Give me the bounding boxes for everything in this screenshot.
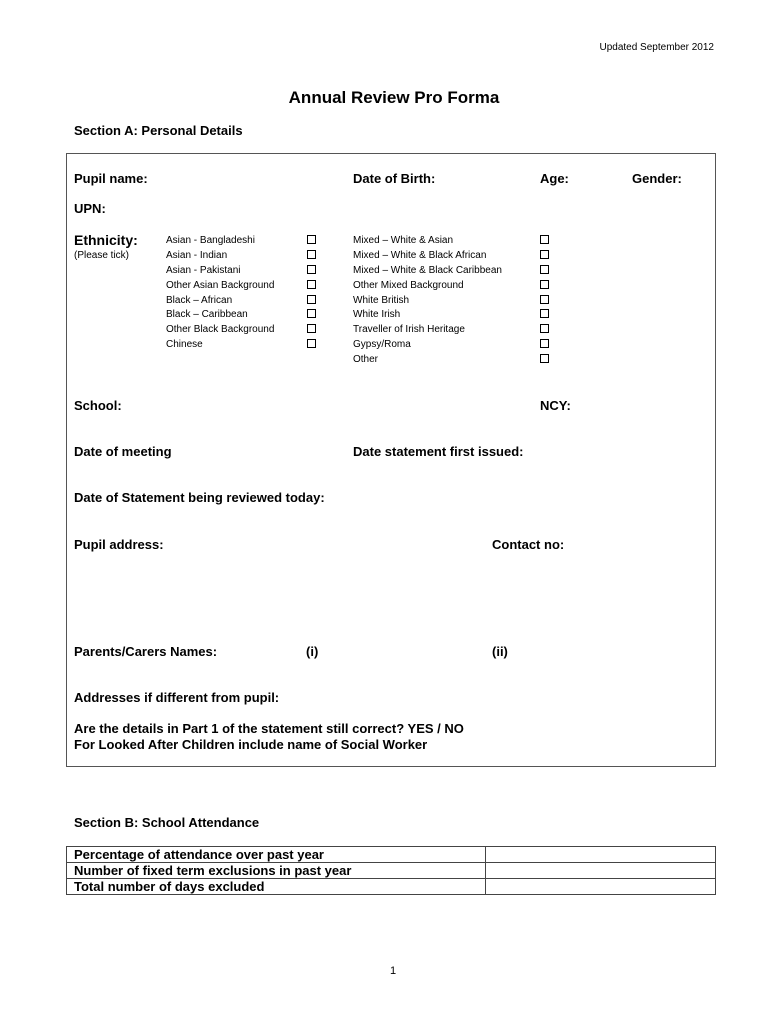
ethnicity-hint: (Please tick)	[74, 250, 130, 261]
ethnicity-checkbox[interactable]	[540, 235, 549, 244]
ethnicity-option: Chinese	[166, 339, 203, 350]
table-row	[67, 879, 716, 895]
ethnicity-option: Traveller of Irish Heritage	[353, 324, 465, 335]
ethnicity-option: Asian - Indian	[166, 250, 228, 261]
page-title: Annual Review Pro Forma	[288, 88, 500, 107]
ethnicity-option: Asian - Bangladeshi	[166, 235, 255, 246]
looked-after-label: For Looked After Children include name of Social Worker	[74, 737, 428, 752]
ethnicity-checkbox[interactable]	[307, 309, 316, 318]
attendance-value-cell[interactable]	[486, 863, 716, 879]
ethnicity-checkbox[interactable]	[540, 250, 549, 259]
page-number: 1	[390, 965, 397, 977]
date-statement-label: Date statement first issued:	[353, 444, 524, 459]
ethnicity-checkbox[interactable]	[540, 354, 549, 363]
parent-ii-label: (ii)	[492, 644, 508, 659]
ethnicity-option: Gypsy/Roma	[353, 339, 411, 350]
ethnicity-checkbox[interactable]	[307, 250, 316, 259]
ethnicity-checkbox[interactable]	[540, 339, 549, 348]
ethnicity-option: White British	[353, 295, 410, 306]
ethnicity-checkbox[interactable]	[307, 235, 316, 244]
ethnicity-option: Mixed – White & Asian	[353, 235, 454, 246]
parents-label: Parents/Carers Names:	[74, 644, 218, 659]
dob-label: Date of Birth:	[353, 171, 436, 186]
ethnicity-option: Mixed – White & Black African	[353, 250, 487, 261]
ethnicity-checkbox[interactable]	[540, 295, 549, 304]
table-row	[67, 863, 716, 879]
ethnicity-option: Asian - Pakistani	[166, 265, 241, 276]
details-correct-label: Are the details in Part 1 of the statement still correct? YES / NO	[74, 721, 464, 736]
table-row	[67, 847, 716, 863]
date-meeting-label: Date of meeting	[74, 444, 172, 459]
attendance-row-label: Percentage of attendance over past year	[67, 847, 486, 863]
pupil-name-label: Pupil name:	[74, 171, 148, 186]
section-b-heading: Section B: School Attendance	[74, 815, 260, 830]
ethnicity-checkbox[interactable]	[540, 280, 549, 289]
attendance-row-label: Number of fixed term exclusions in past year	[67, 863, 486, 879]
ethnicity-checkbox[interactable]	[540, 324, 549, 333]
ethnicity-checkbox[interactable]	[307, 265, 316, 274]
age-label: Age:	[540, 171, 569, 186]
attendance-table	[66, 846, 716, 895]
ethnicity-option: Other Mixed Background	[353, 280, 464, 291]
attendance-value-cell[interactable]	[486, 879, 716, 895]
ethnicity-checkbox[interactable]	[540, 309, 549, 318]
ethnicity-checkbox[interactable]	[307, 324, 316, 333]
ethnicity-option: Mixed – White & Black Caribbean	[353, 265, 502, 276]
addresses-different-label: Addresses if different from pupil:	[74, 690, 280, 705]
contact-label: Contact no:	[492, 537, 565, 552]
ncy-label: NCY:	[540, 398, 571, 413]
school-label: School:	[74, 398, 122, 413]
ethnicity-option: Black – African	[166, 295, 233, 306]
pupil-address-label: Pupil address:	[74, 537, 164, 552]
updated-date: Updated September 2012	[599, 42, 714, 53]
date-reviewed-label: Date of Statement being reviewed today:	[74, 490, 325, 505]
ethnicity-label: Ethnicity:	[74, 232, 138, 248]
ethnicity-option: White Irish	[353, 309, 401, 320]
attendance-row-label: Total number of days excluded	[67, 879, 486, 895]
ethnicity-option: Other	[353, 354, 379, 365]
parent-i-label: (i)	[306, 644, 319, 659]
ethnicity-option: Other Black Background	[166, 324, 275, 335]
section-a-heading: Section A: Personal Details	[74, 123, 243, 138]
attendance-value-cell[interactable]	[486, 847, 716, 863]
ethnicity-checkbox[interactable]	[307, 339, 316, 348]
ethnicity-checkbox[interactable]	[307, 280, 316, 289]
ethnicity-checkbox[interactable]	[540, 265, 549, 274]
gender-label: Gender:	[632, 171, 682, 186]
ethnicity-option: Black – Caribbean	[166, 309, 248, 320]
ethnicity-option: Other Asian Background	[166, 280, 275, 291]
upn-label: UPN:	[74, 201, 106, 216]
ethnicity-checkbox[interactable]	[307, 295, 316, 304]
